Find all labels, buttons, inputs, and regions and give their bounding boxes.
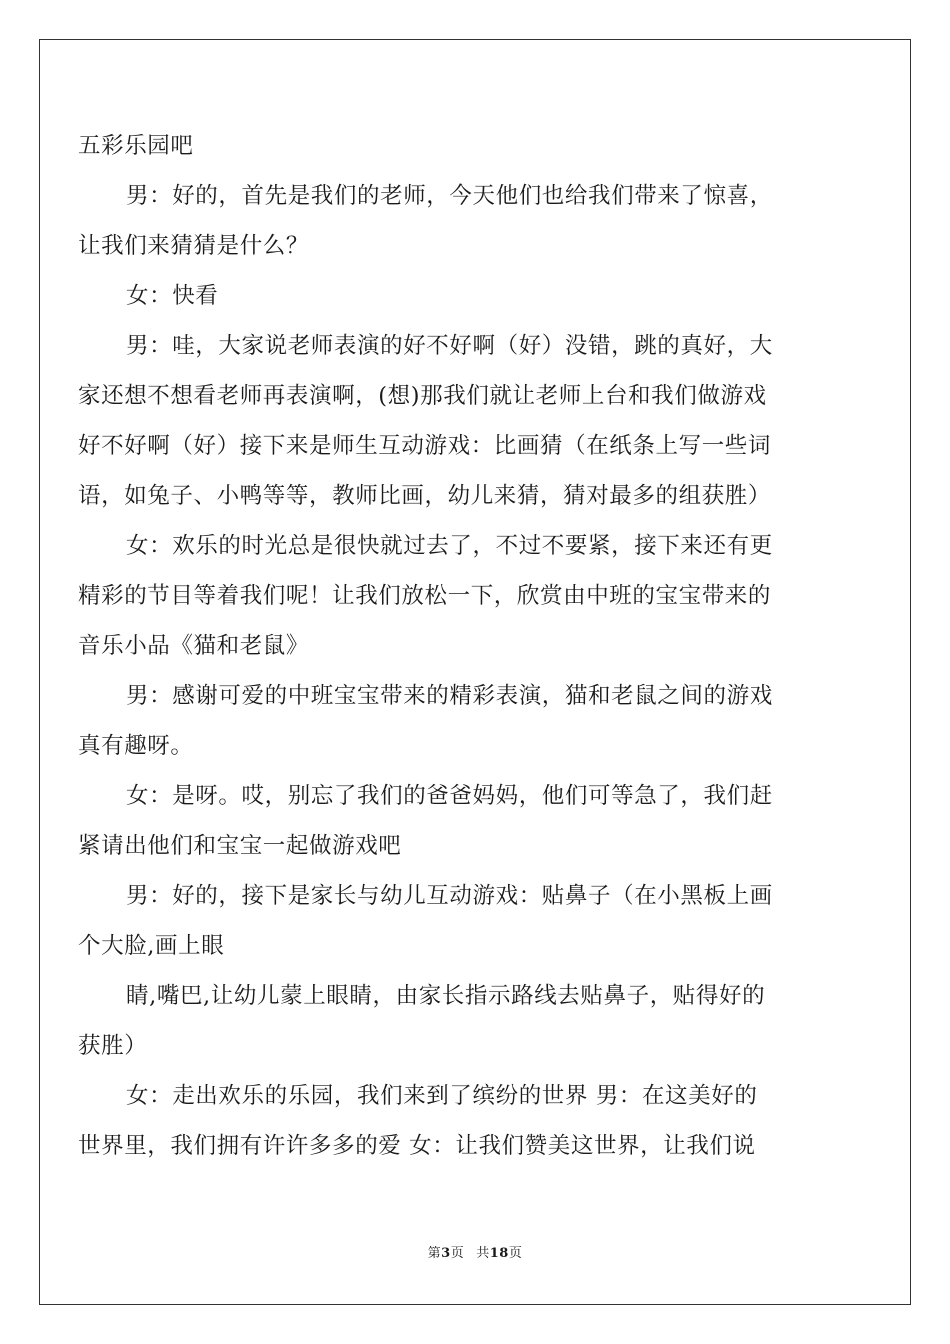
text-line: 个大脸,画上眼 — [78, 933, 225, 959]
text-line: 获胜） — [78, 1033, 148, 1059]
text-line: 真有趣呀。 — [78, 733, 194, 759]
text-line: 男：好的，接下是家长与幼儿互动游戏：贴鼻子（在小黑板上画 — [126, 883, 773, 909]
page-label-prefix: 第 — [427, 1246, 442, 1261]
total-label-suffix: 页 — [508, 1246, 523, 1261]
text-line: 男：感谢可爱的中班宝宝带来的精彩表演，猫和老鼠之间的游戏 — [126, 683, 773, 709]
text-line: 五彩乐园吧 — [78, 133, 194, 159]
text-line: 女：是呀。哎，别忘了我们的爸爸妈妈，他们可等急了，我们赶 — [126, 783, 773, 809]
text-line: 男：好的，首先是我们的老师，今天他们也给我们带来了惊喜， — [126, 183, 773, 209]
text-line: 睛,嘴巴,让幼儿蒙上眼睛，由家长指示路线去贴鼻子，贴得好的 — [126, 983, 766, 1009]
text-line: 让我们来猜猜是什么？ — [78, 233, 310, 259]
text-line: 女：欢乐的时光总是很快就过去了，不过不要紧，接下来还有更 — [126, 533, 773, 559]
text-line: 世界里，我们拥有许许多多的爱 女：让我们赞美这世界，让我们说 — [78, 1133, 756, 1159]
text-line: 精彩的节目等着我们呢！让我们放松一下，欣赏由中班的宝宝带来的 — [78, 583, 772, 609]
text-line: 好不好啊（好）接下来是师生互动游戏：比画猜（在纸条上写一些词 — [78, 433, 772, 459]
document-body — [78, 121, 838, 1171]
page-label-suffix: 页 — [450, 1246, 465, 1261]
text-line: 男：哇，大家说老师表演的好不好啊（好）没错，跳的真好，大 — [126, 333, 773, 359]
total-label-prefix: 共 — [476, 1246, 490, 1261]
text-line: 女：走出欢乐的乐园，我们来到了缤纷的世界 男：在这美好的 — [126, 1083, 758, 1109]
text-line: 家还想不想看老师再表演啊，(想)那我们就让老师上台和我们做游戏 — [78, 383, 767, 409]
total-pages: 18 — [489, 1246, 509, 1261]
text-line: 紧请出他们和宝宝一起做游戏吧 — [78, 833, 402, 859]
text-line: 语，如兔子、小鸭等等，教师比画，幼儿来猜，猜对最多的组获胜） — [78, 483, 772, 509]
text-line: 女：快看 — [126, 283, 219, 309]
text-line: 音乐小品《猫和老鼠》 — [78, 633, 310, 659]
page-number: 3 — [441, 1246, 451, 1261]
page-footer — [0, 1245, 950, 1263]
